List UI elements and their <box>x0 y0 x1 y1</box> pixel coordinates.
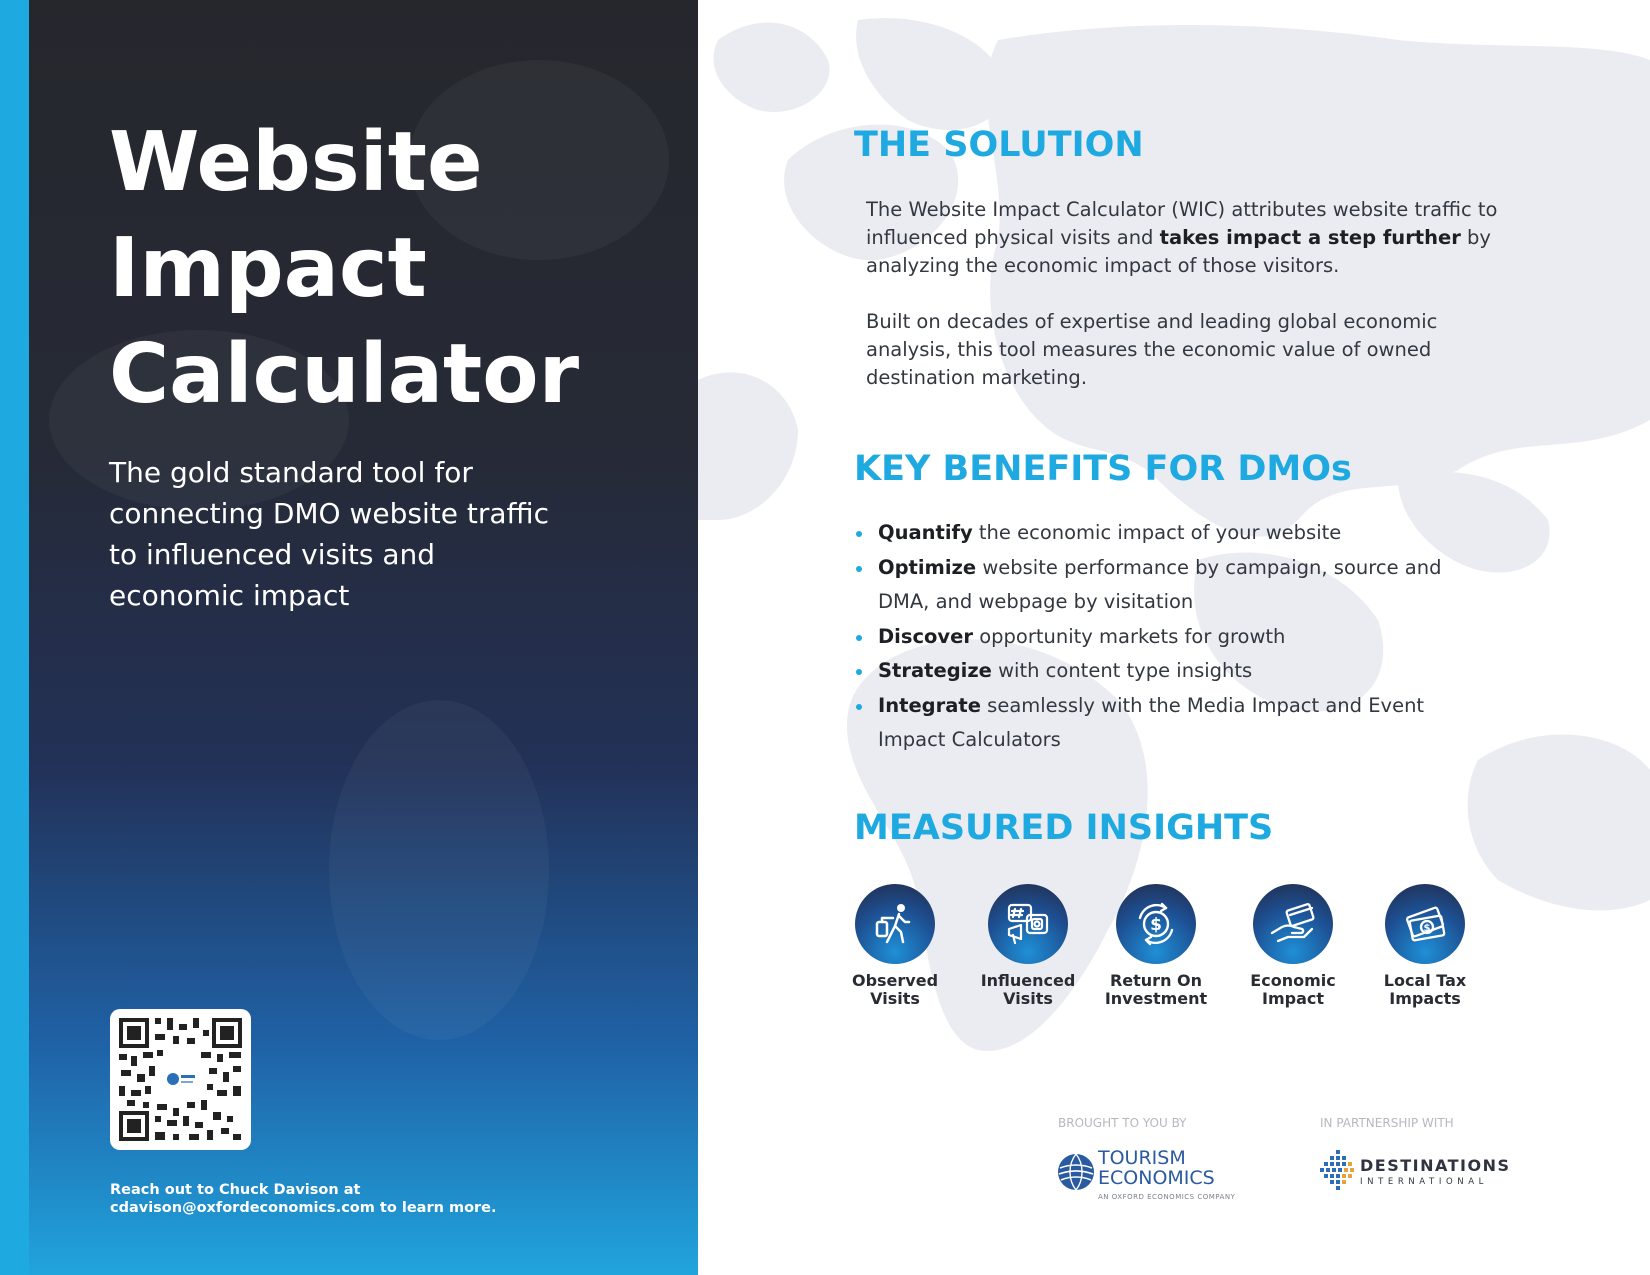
tourism-economics-logo[interactable] <box>1056 1148 1276 1208</box>
insight-observed-visits <box>820 884 970 1008</box>
solution-text: The Website Impact Calculator (WIC) attributes website traffic to influenced physical visits and <box>866 198 1498 249</box>
insight-label: Local Tax Impacts <box>1383 971 1467 1008</box>
insight-label: Influenced Visits <box>980 971 1076 1008</box>
brought-to-you-by-label: BROUGHT TO YOU BY <box>1058 1116 1187 1130</box>
partnership-label: IN PARTNERSHIP WITH <box>1320 1116 1454 1130</box>
international-wordmark: INTERNATIONAL <box>1360 1177 1488 1187</box>
dollar-cycle-icon <box>1116 884 1196 964</box>
contact-line: Reach out to Chuck Davison at <box>110 1182 361 1198</box>
solution-text: by analyzing the economic impact of those visitors. <box>866 226 1491 277</box>
insight-local-tax-impacts <box>1350 884 1500 1008</box>
page-title <box>109 110 579 428</box>
tagline: The gold standard tool for connecting DMO website traffic to influenced visits and economic impact <box>109 456 549 612</box>
solution-heading: THE SOLUTION <box>854 125 1144 165</box>
tourism-economics-tagline: AN OXFORD ECONOMICS COMPANY <box>1098 1193 1236 1201</box>
benefit-keyword: Discover <box>878 624 973 648</box>
svg-text:$: $ <box>1423 923 1431 934</box>
insight-label: Return On Investment <box>1104 971 1208 1008</box>
benefits-heading: KEY BENEFITS FOR DMOs <box>854 449 1352 489</box>
benefit-text: website performance by campaign, source and DMA, and webpage by visitation <box>878 555 1442 613</box>
benefits-list <box>854 516 1494 758</box>
benefit-keyword: Quantify <box>878 521 973 544</box>
benefit-keyword: Strategize <box>878 659 992 682</box>
benefit-keyword: Optimize <box>878 555 977 579</box>
solution-paragraph-2: Built on decades of expertise and leading global economic analysis, this tool measures the economic value of owned destination marketing. <box>866 310 1438 389</box>
qr-code[interactable] <box>110 1009 251 1150</box>
destinations-international-logo[interactable] <box>1320 1148 1530 1200</box>
globe-icon <box>1056 1152 1096 1192</box>
card-payment-icon <box>1253 884 1333 964</box>
benefit-text: the economic impact of your website <box>972 521 1342 544</box>
hero-panel <box>29 0 698 1275</box>
benefit-item <box>854 620 1494 655</box>
title-line: Calculator <box>109 327 580 422</box>
money-icon <box>1385 884 1465 964</box>
title-line: Website <box>109 115 483 210</box>
insight-economic-impact <box>1218 884 1368 1008</box>
benefit-item <box>854 689 1494 758</box>
content-panel <box>698 0 1650 1275</box>
benefit-text: seamlessly with the Media Impact and Event Impact Calculators <box>878 693 1425 751</box>
solution-emphasis: takes impact a step further <box>1159 226 1461 249</box>
diamond-dots-icon <box>1320 1148 1356 1198</box>
traveler-icon <box>855 884 935 964</box>
insight-label: Observed Visits <box>851 971 939 1008</box>
benefit-item <box>854 551 1494 620</box>
benefit-text: opportunity markets for growth <box>973 624 1286 648</box>
accent-stripe <box>0 0 29 1275</box>
insight-label: Economic Impact <box>1250 971 1336 1008</box>
solution-paragraph-1 <box>866 196 1526 280</box>
benefit-item <box>854 654 1494 689</box>
benefit-keyword: Integrate <box>878 693 981 717</box>
title-line: Impact <box>109 221 427 316</box>
social-media-icon <box>988 884 1068 964</box>
contact-info <box>110 1181 497 1217</box>
insight-return-on-investment <box>1081 884 1231 1008</box>
benefit-text: with content type insights <box>991 659 1253 682</box>
svg-text:$: $ <box>1150 915 1162 935</box>
contact-email[interactable]: cdavison@oxfordeconomics.com to learn more. <box>110 1200 497 1216</box>
insights-heading: MEASURED INSIGHTS <box>854 808 1274 848</box>
tourism-economics-wordmark: TOURISM ECONOMICS <box>1098 1147 1215 1189</box>
destinations-wordmark: DESTINATIONS <box>1360 1156 1511 1175</box>
benefit-item <box>854 516 1494 551</box>
